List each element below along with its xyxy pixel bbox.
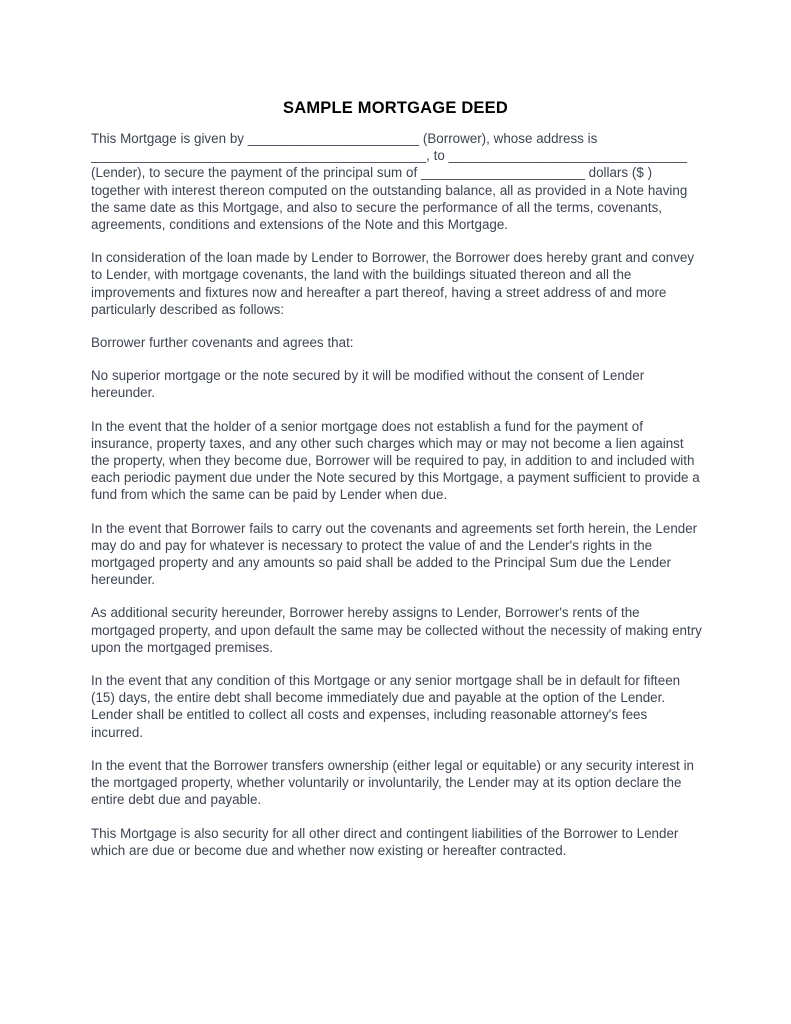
paragraph-default-acceleration: In the event that any condition of this Mortgage or any senior mortgage shall be in default for fifteen (15) days, the entire debt shall become immediately due and payable at the option of the Lender. Lender shall be entitled to collect all costs and expenses, including reasonable attorney's fees incurred. <box>91 673 684 740</box>
paragraph-cross-collateralization: This Mortgage is also security for all other direct and contingent liabilities of the Borrower to Lender which are due or become due and whether now existing or hereafter contracted. <box>91 825 683 858</box>
paragraph-due-on-sale: In the event that the Borrower transfers ownership (either legal or equitable) or any security interest in the mortgaged property, whether voluntarily or involuntarily, the Lender may at its option declare the entire debt due and payable. <box>91 757 698 808</box>
paragraph-escrow-fund: In the event that the holder of a senior mortgage does not establish a fund for the payment of insurance, property taxes, and any other such charges which may or may not become a lien against the property, when they become due, Borrower will be required to pay, in addition to and included with each periodic payment due under the Note secured by this Mortgage, a payment sufficient to provide a fund from which the same can be paid by Lender when due. <box>91 418 704 503</box>
paragraph-covenants-intro: Borrower further covenants and agrees that: <box>91 335 354 351</box>
paragraph-assignment-of-rents: As additional security hereunder, Borrower hereby assigns to Lender, Borrower's rents of the mortgaged property, and upon default the same may be collected without the necessity of making entry upon the mortgaged premises. <box>91 605 706 655</box>
paragraph-parties-and-principal: This Mortgage is given by _______________________ (Borrower), whose address is _____________________________________________, to ________________________________ (Lender), to secure the payment of the principal sum of ______________________ dollars ($ ) together with interest thereon computed on the outstanding balance, all as provided in a Note having the same date as this Mortgage, and also to secure the performance of all the terms, covenants, agreements, conditions and extensions of the Note and this Mortgage. <box>91 131 692 233</box>
paragraph-no-modification: No superior mortgage or the note secured by it will be modified without the consent of Lender hereunder. <box>91 368 648 401</box>
document-body <box>91 130 706 859</box>
page-title: SAMPLE MORTGAGE DEED <box>283 99 508 118</box>
paragraph-lender-protective-advances: In the event that Borrower fails to carry out the covenants and agreements set forth herein, the Lender may do and pay for whatever is necessary to protect the value of and the Lender's rights in the mortgaged property and any amounts so paid shall be added to the Principal Sum due the Lender hereunder. <box>91 520 701 588</box>
paragraph-grant-and-conveyance: In consideration of the loan made by Lender to Borrower, the Borrower does hereby grant and convey to Lender, with mortgage covenants, the land with the buildings situated thereon and all the improvements and fixtures now and hereafter a part thereof, having a street address of and more particularly described as follows: <box>91 250 698 317</box>
